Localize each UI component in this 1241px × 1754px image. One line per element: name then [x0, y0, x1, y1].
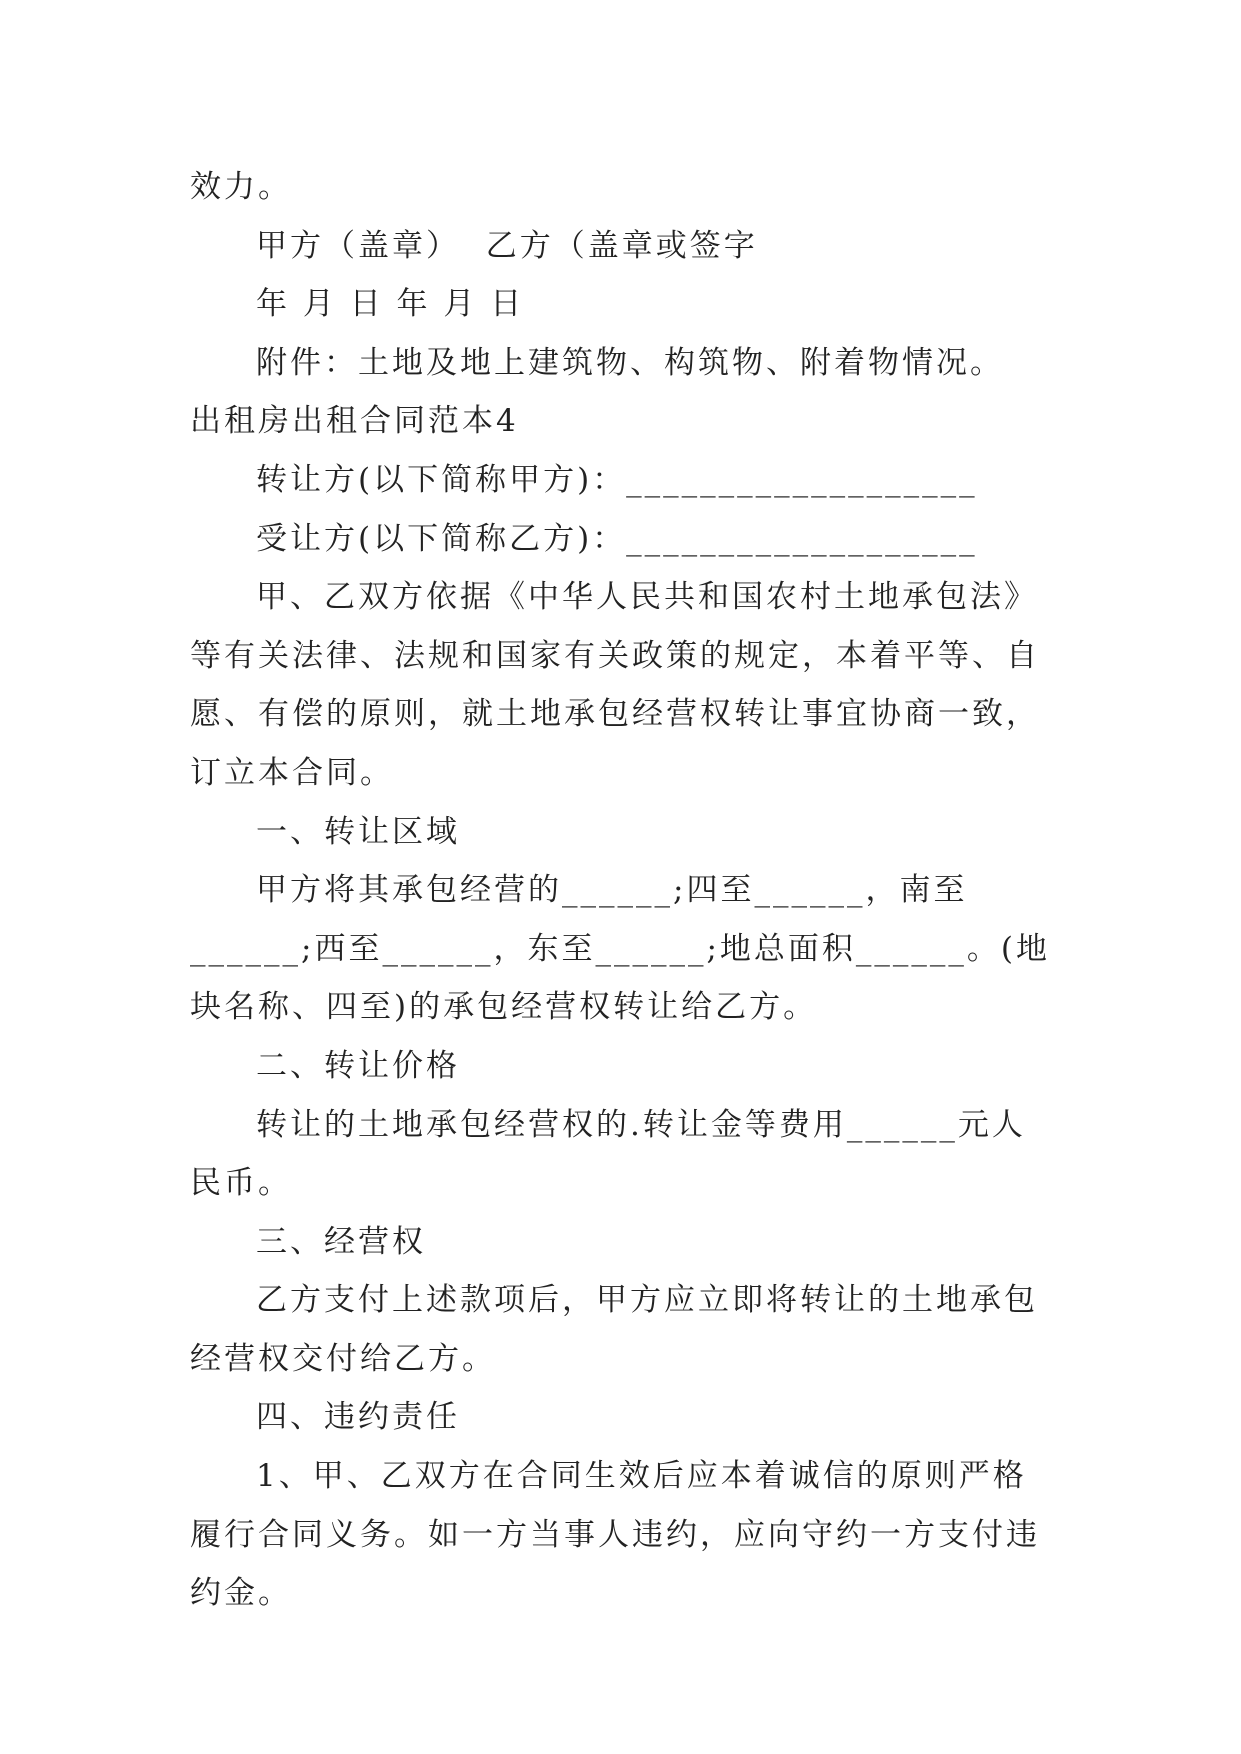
signature-parties-line: 甲方（盖章） 乙方（盖章或签字: [256, 227, 758, 264]
paragraph-effect: 效力。: [190, 169, 292, 205]
section-heading-price: 二、转让价格: [256, 1047, 460, 1084]
section-heading-rights: 三、经营权: [256, 1223, 426, 1260]
section-heading-liability: 四、违约责任: [256, 1399, 460, 1436]
section-heading-area: 一、转让区域: [256, 813, 460, 850]
document-body: [190, 158, 1050, 1623]
area-paragraph: 甲方将其承包经营的______;四至______，南至______;西至______，东至______;地总面积______。(地块名称、四至)的承包经营权转让给乙方。: [190, 872, 1050, 1026]
attachment-line: 附件：土地及地上建筑物、构筑物、附着物情况。: [256, 344, 1004, 381]
liability-paragraph: 1、甲、乙双方在合同生效后应本着诚信的原则严格履行合同义务。如一方当事人违约，应向守约一方支付违约金。: [190, 1458, 1040, 1612]
contract-title: 出租房出租合同范本4: [190, 403, 519, 440]
preamble-paragraph: 甲、乙双方依据《中华人民共和国农村土地承包法》等有关法律、法规和国家有关政策的规定，本着平等、自愿、有偿的原则，就土地承包经营权转让事宜协商一致，订立本合同。: [190, 579, 1040, 791]
signature-date-line: 年 月 日 年 月 日: [256, 286, 525, 323]
transferee-line: 受让方(以下简称乙方)：___________________: [256, 520, 978, 557]
transferor-line: 转让方(以下简称甲方)：___________________: [256, 461, 978, 498]
price-paragraph: 转让的土地承包经营权的.转让金等费用______元人民币。: [190, 1106, 1026, 1202]
rights-paragraph: 乙方支付上述款项后，甲方应立即将转让的土地承包经营权交付给乙方。: [190, 1282, 1038, 1377]
